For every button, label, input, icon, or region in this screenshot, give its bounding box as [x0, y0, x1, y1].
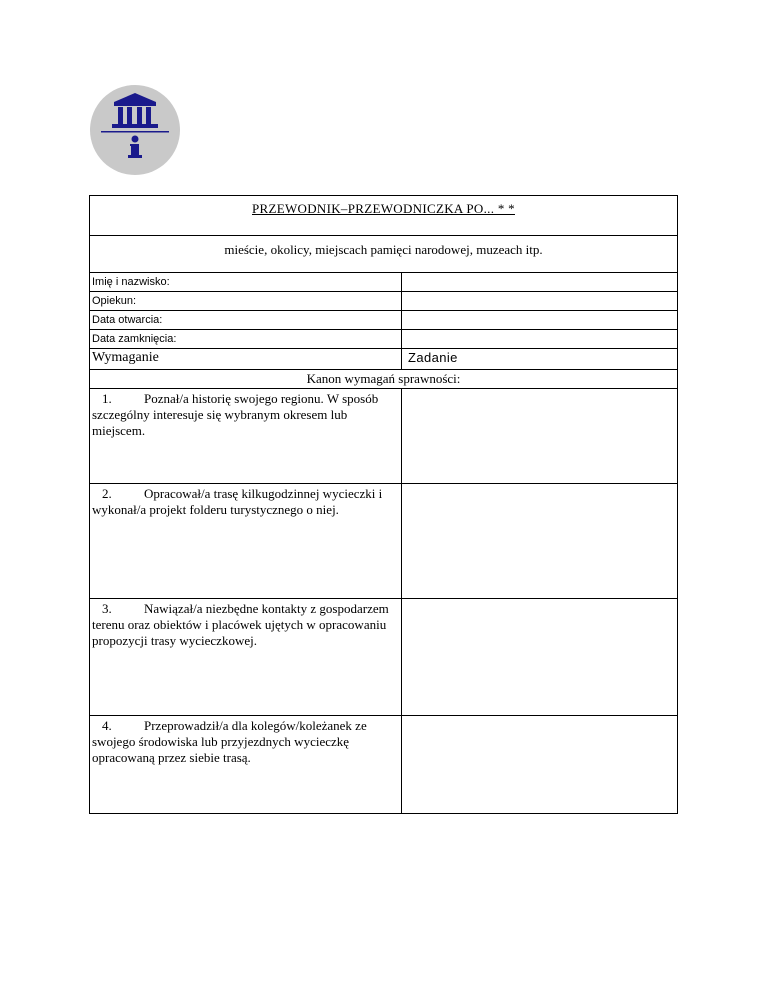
task-column-header: Zadanie — [408, 350, 458, 365]
title-row — [90, 196, 677, 236]
close-date-label: Data zamknięcia: — [90, 330, 402, 348]
name-label: Imię i nazwisko: — [90, 273, 402, 291]
requirement-number: 2. — [102, 486, 112, 501]
task-field[interactable] — [402, 716, 677, 813]
requirement-row — [90, 716, 677, 813]
requirement-text: Poznał/a historię swojego regionu. W sposób szczególny interesuje się wybranym okresem lub miejscem. — [92, 391, 379, 438]
guardian-label: Opiekun: — [90, 292, 402, 310]
name-field[interactable] — [402, 273, 677, 291]
open-date-label: Data otwarcia: — [90, 311, 402, 329]
task-field[interactable] — [402, 389, 677, 483]
badge-form — [89, 195, 678, 814]
requirement-text: Przeprowadził/a dla kolegów/koleżanek ze swojego środowiska lub przyjezdnych wycieczkę opracowaną przez siebie trasą. — [92, 718, 367, 765]
requirement-text-cell — [90, 484, 402, 598]
form-title: PRZEWODNIK–PRZEWODNICZKA PO... * * — [252, 201, 515, 216]
close-date-field[interactable] — [402, 330, 677, 348]
info-row-name — [90, 273, 677, 292]
info-row-open-date — [90, 311, 677, 330]
open-date-field[interactable] — [402, 311, 677, 329]
requirement-row — [90, 599, 677, 716]
kanon-label: Kanon wymagań sprawności: — [306, 371, 461, 386]
requirement-column-header: Wymaganie — [90, 349, 402, 369]
requirement-text-cell — [90, 389, 402, 483]
museum-info-icon — [90, 85, 180, 175]
requirement-number: 3. — [102, 601, 112, 616]
kanon-row — [90, 369, 677, 389]
requirement-text: Nawiązał/a niezbędne kontakty z gospodarzem terenu oraz obiektów i placówek ujętych w opracowaniu propozycji trasy wycieczkowej. — [92, 601, 389, 648]
table-header-row — [90, 349, 677, 369]
requirement-number: 4. — [102, 718, 112, 733]
badge-logo — [90, 85, 180, 175]
requirement-text: Opracował/a trasę kilkugodzinnej wycieczki i wykonał/a projekt folderu turystycznego o niej. — [92, 486, 383, 517]
info-row-guardian — [90, 292, 677, 311]
task-field[interactable] — [402, 484, 677, 598]
requirement-text-cell — [90, 716, 402, 813]
requirement-number: 1. — [102, 391, 112, 406]
requirement-row — [90, 484, 677, 599]
requirement-row — [90, 389, 677, 484]
task-field[interactable] — [402, 599, 677, 715]
guardian-field[interactable] — [402, 292, 677, 310]
requirement-text-cell — [90, 599, 402, 715]
form-subtitle: mieście, okolicy, miejscach pamięci narodowej, muzeach itp. — [224, 242, 543, 257]
info-row-close-date — [90, 330, 677, 349]
subtitle-row — [90, 236, 677, 273]
